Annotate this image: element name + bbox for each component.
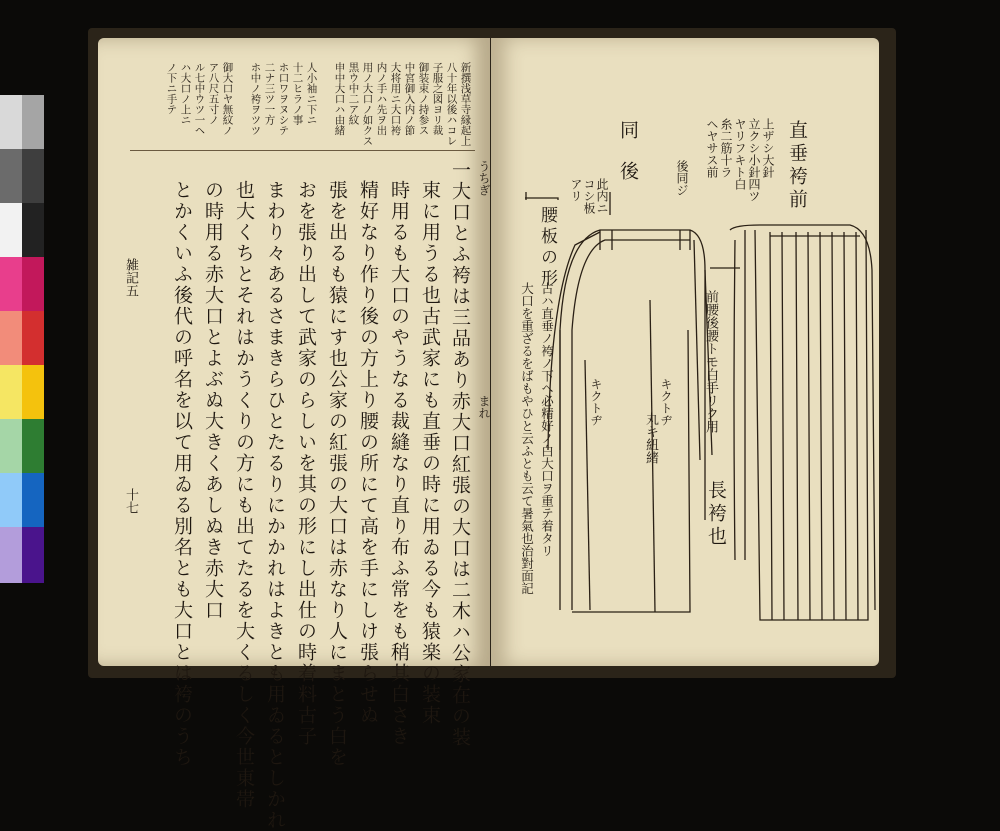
note-col: 大将用ニ大口袴 <box>389 62 402 136</box>
color-swatch <box>22 527 44 583</box>
color-swatch <box>0 473 22 529</box>
cord-label: 丸キ紐緒 <box>643 412 658 464</box>
section-title: 雑記五 <box>123 258 138 297</box>
text-column: 時用るも大口のやうなる裁縫なり直り布ふ常をも稍其白さき <box>388 180 410 747</box>
color-swatch <box>22 257 44 313</box>
note-col: 申中大口ハ由緒 <box>333 62 346 136</box>
text-column: 精好なり作り後の方上り腰の所にて高を手にしけ張らせぬ <box>357 180 379 726</box>
color-swatch <box>22 419 44 475</box>
text-column: おを張り出して武家のらしいを其の形にし出仕の時着料古子 <box>295 180 317 747</box>
old-note: 大口を重ざるをばもやひと云ふとも云て暑氣也治對面記 <box>519 282 535 595</box>
waist-board-label: 腰板の形 <box>537 206 557 290</box>
color-swatch <box>22 149 44 205</box>
color-swatch <box>0 527 22 583</box>
text-column: まわり々あるさまきらひとたるりにかかれはよきとも用ゐるとしかれ <box>264 180 286 831</box>
note-col: ノ下ニ手テ <box>165 62 178 115</box>
note-col: 中宮御入内ノ節 <box>403 62 416 136</box>
color-swatch <box>22 203 44 259</box>
color-swatch <box>0 311 22 367</box>
note-col: 八十年以後ハコレ <box>445 62 458 146</box>
text-column: の時用る赤大口とよぶぬ大きくあしぬき赤大口 <box>202 180 224 621</box>
annotation: 後同ジ <box>675 160 689 196</box>
color-calibration-strip <box>0 95 44 585</box>
header-rule <box>130 150 475 151</box>
annotation: 糸二筋十ラ <box>719 118 733 178</box>
note-col: ル七中ウツ一ヘ <box>193 62 206 136</box>
note-col: 御大口ヤ無紋ノ <box>221 62 234 136</box>
note-col: ア八尺五寸ノ <box>207 62 220 125</box>
color-swatch <box>0 365 22 421</box>
color-swatch <box>0 257 22 313</box>
page-number: 十七 <box>123 488 138 514</box>
furigana: まれ <box>477 395 491 419</box>
note-col: 新撰浅草寺縁起上 <box>459 62 472 146</box>
text-column: 束に用うる也古武家にも直垂の時に用ゐる今も猿楽の装束 <box>419 180 441 726</box>
color-swatch <box>22 365 44 421</box>
note-col: 用ノ大口ノ如クス <box>361 62 374 146</box>
note-col: ハ大口ノ上ニ <box>179 62 192 125</box>
annotation: 上ザシ大針 <box>761 118 775 178</box>
note-col: 内ノ手ハ先ヲ出 <box>375 62 388 136</box>
color-swatch <box>0 149 22 205</box>
annotation: ヤリフキト白 <box>733 118 747 190</box>
center-note: 前腰後腰トモ白手リク用 <box>703 290 718 433</box>
waist-note: 此内ニ <box>595 178 609 214</box>
hem-label: キクトヂ <box>589 378 603 426</box>
note-col: 十二ヒラノ事 <box>291 62 304 125</box>
text-column: 張を出るも猿にす也公家の紅張の大口は赤なり人にまとう白を <box>326 180 348 768</box>
note-col: 人小袖ニ下ニ <box>305 62 318 125</box>
color-swatch <box>0 419 22 475</box>
note-col: 二ナ三ツ一方 <box>263 62 276 125</box>
note-col: 子服之図ヨリ裁 <box>431 62 444 136</box>
note-col: 御装束ノ持参ス <box>417 62 430 136</box>
furigana: うちぎ <box>477 160 491 196</box>
color-swatch <box>22 95 44 151</box>
annotation: 立クシ小針四ツ <box>747 118 761 202</box>
diagram-heading-back: 同後 <box>617 120 639 202</box>
color-swatch <box>22 311 44 367</box>
note-col: 黒ウ中二ア紋 <box>347 62 360 125</box>
waist-note: アリ <box>569 178 583 202</box>
hem-label: キクトヂ <box>659 378 673 426</box>
color-swatch <box>0 95 22 151</box>
note-col: ホ口ワヲヌシテ <box>277 62 290 136</box>
waist-note: コシ板 <box>582 178 596 214</box>
diagram-heading-front: 直垂袴前 <box>786 120 808 212</box>
note-col: ホ中ノ袴ヲツツ <box>249 62 262 136</box>
text-column: 一大口とふ袴は三品あり赤大口紅張の大口は二木ハ公家在の装 <box>449 160 471 748</box>
color-swatch <box>0 203 22 259</box>
old-note: 古ハ直垂ノ袴ノ下ヘ必精好ノ白大口ヲ重テ着タリ <box>539 282 555 557</box>
color-swatch <box>22 473 44 529</box>
text-column: 也大くちとそれはかうくりの方にも出てたるを大くるしく今世東帯 <box>233 180 255 810</box>
text-column: とかくいふ後代の呼名を以て用ゐる別名とも大口とは袴のうち <box>171 180 193 768</box>
annotation: ヘヤサス前 <box>705 118 719 178</box>
long-hakama-label: 長袴也 <box>705 480 727 549</box>
